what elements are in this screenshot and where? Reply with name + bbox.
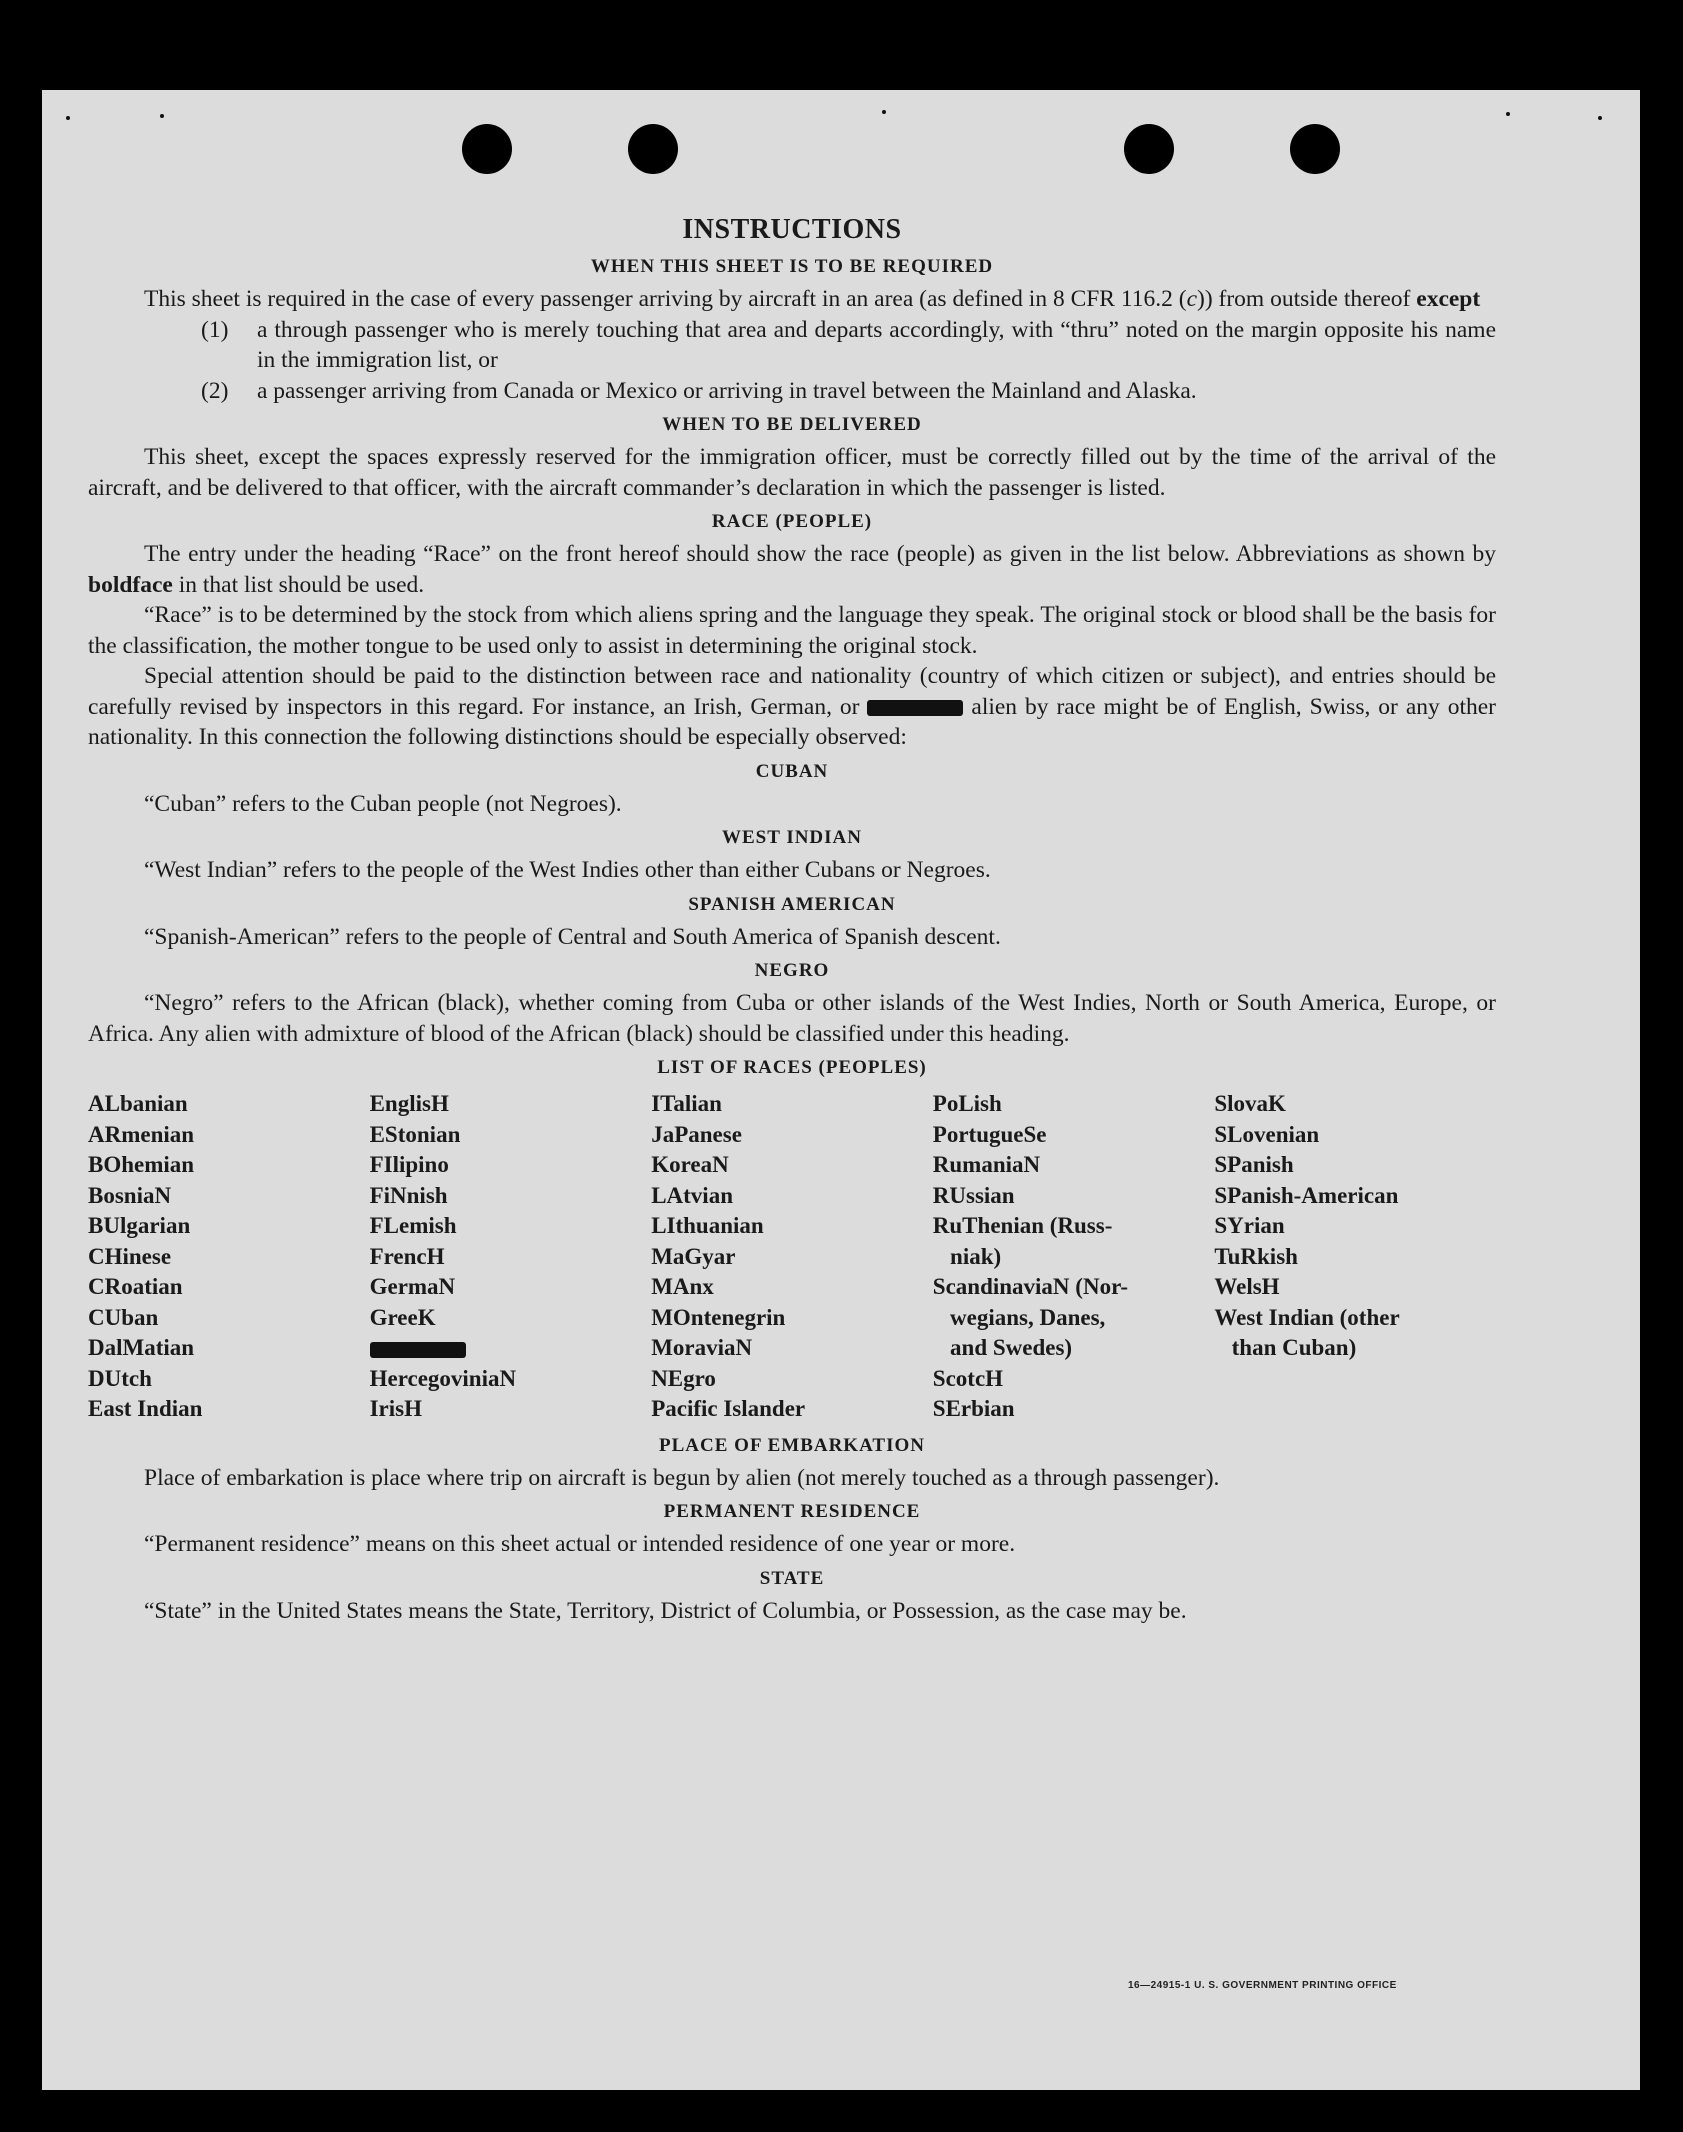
race-item: FIlipino	[369, 1152, 449, 1177]
redaction-mark	[867, 700, 963, 716]
race-item: ScandinaviaN (Nor-	[932, 1274, 1129, 1299]
race-item: West Indian (other	[1214, 1304, 1400, 1330]
race-item: KoreaN	[651, 1152, 729, 1177]
heading-state: STATE	[759, 1567, 825, 1589]
race-item: SPanish	[1214, 1152, 1294, 1177]
race-item: CHinese	[88, 1243, 172, 1269]
required-item-1: (1) a through passenger who is merely touching that area and departs accordingly, with “thru” noted on the margin opposite his name in the immigration list, or	[201, 316, 1496, 373]
race-paragraph-2: “Race” is to be determined by the stock from which aliens spring and the language they speak. The original stock or blood shall be the basis for the classification, the mother tongue to be used only to assist in determining the original stock.	[88, 602, 1496, 659]
race-item: SErbian	[932, 1396, 1015, 1421]
race-item: ScotcH	[932, 1365, 1004, 1391]
instructions-body	[88, 212, 1496, 1626]
race-item: FrencH	[369, 1243, 445, 1269]
race-item: JaPanese	[651, 1121, 742, 1147]
cuban-text: “Cuban” refers to the Cuban people (not Negroes).	[144, 790, 622, 817]
race-item: MaGyar	[651, 1243, 736, 1269]
race-item	[370, 1333, 652, 1364]
heading-west-indian: WEST INDIAN	[722, 827, 862, 848]
heading-list-of-races: LIST OF RACES (PEOPLES)	[657, 1057, 927, 1078]
race-item: BUlgarian	[88, 1213, 191, 1238]
race-item: Pacific Islander	[651, 1396, 806, 1421]
race-item: NEgro	[651, 1365, 716, 1391]
races-column-4	[933, 1089, 1215, 1425]
race-item: GreeK	[369, 1304, 436, 1330]
spanish-american-text: “Spanish-American” refers to the people of Central and South America of Spanish descent.	[144, 923, 1001, 950]
race-item: RuThenian (Russ-	[932, 1213, 1113, 1238]
printer-imprint: 16—24915-1 U. S. GOVERNMENT PRINTING OFFICE	[1128, 1980, 1397, 1991]
race-item: ARmenian	[88, 1121, 195, 1147]
race-item: DUtch	[88, 1365, 152, 1391]
speck	[882, 110, 886, 114]
required-item-2: (2) a passenger arriving from Canada or Mexico or arriving in travel between the Mainland and Alaska.	[201, 377, 1197, 404]
race-item: GermaN	[369, 1274, 456, 1299]
races-column-3	[651, 1089, 933, 1425]
punch-hole-2	[628, 124, 678, 174]
race-item: CUban	[88, 1304, 159, 1330]
race-item: MAnx	[651, 1274, 714, 1299]
page-title: INSTRUCTIONS	[682, 214, 902, 245]
race-item: LIthuanian	[651, 1213, 764, 1238]
race-item: TuRkish	[1214, 1243, 1298, 1269]
race-item: SlovaK	[1214, 1091, 1286, 1116]
race-item: SPanish-American	[1214, 1182, 1399, 1208]
race-paragraph-3: Special attention should be paid to the distinction between race and nationality (country of which citizen or subject), and entries should be carefully revised by inspectors in this regard. For instance, an Irish, German, or alien by race might be of English, Swiss, or any other nationality. In this connection the following distinctions should be especially observed:	[88, 663, 1496, 750]
punch-hole-3	[1124, 124, 1174, 174]
race-item: MoraviaN	[651, 1335, 753, 1360]
heading-cuban: CUBAN	[755, 760, 829, 782]
race-item: DalMatian	[88, 1335, 195, 1360]
race-item: ALbanian	[88, 1091, 188, 1116]
race-item: WelsH	[1214, 1274, 1280, 1299]
race-item: PortugueSe	[932, 1121, 1047, 1147]
race-item: FLemish	[369, 1213, 457, 1238]
heading-delivered: WHEN TO BE DELIVERED	[662, 414, 922, 435]
heading-race: RACE (PEOPLE)	[711, 511, 873, 532]
race-item: IrisH	[369, 1396, 422, 1421]
negro-text: “Negro” refers to the African (black), whether coming from Cuba or other islands of the West Indies, North or South America, Europe, or Africa. Any alien with admixture of blood of the African (black) should be classified under this heading.	[88, 990, 1496, 1047]
required-intro: This sheet is required in the case of every passenger arriving by aircraft in an area (as defined in 8 CFR 116.2 (c)) from outside thereof except	[144, 286, 1481, 312]
race-item: MOntenegrin	[651, 1304, 786, 1330]
embarkation-text: Place of embarkation is place where trip on aircraft is begun by alien (not merely touched as a through passenger).	[144, 1464, 1220, 1491]
redaction-mark	[370, 1342, 466, 1358]
race-item: than Cuban)	[1214, 1335, 1357, 1360]
speck	[160, 114, 164, 118]
punch-hole-1	[462, 124, 512, 174]
west-indian-text: “West Indian” refers to the people of the West Indies other than either Cubans or Negroes.	[144, 857, 991, 883]
race-paragraph-1: The entry under the heading “Race” on the front hereof should show the race (people) as given in the list below. Abbreviations as shown by boldface in that list should be used.	[88, 541, 1496, 598]
race-item: niak)	[932, 1243, 1002, 1269]
race-item: BosniaN	[88, 1182, 172, 1208]
race-item: East Indian	[88, 1396, 203, 1421]
delivered-text: This sheet, except the spaces expressly reserved for the immigration officer, must be correctly filled out by the time of the arrival of the aircraft, and be delivered to that officer, with the aircraft commander’s declaration in which the passenger is listed.	[88, 444, 1496, 501]
heading-permanent-residence: PERMANENT RESIDENCE	[663, 1501, 921, 1522]
residence-text: “Permanent residence” means on this sheet actual or intended residence of one year or more.	[144, 1531, 1016, 1557]
race-item: EStonian	[369, 1121, 461, 1147]
race-item: LAtvian	[651, 1182, 733, 1208]
race-item: EnglisH	[369, 1091, 449, 1116]
race-item: FiNnish	[369, 1182, 448, 1208]
race-item: RumaniaN	[932, 1152, 1041, 1177]
heading-negro: NEGRO	[754, 960, 830, 981]
race-item: wegians, Danes,	[932, 1304, 1106, 1330]
heading-embarkation: PLACE OF EMBARKATION	[659, 1434, 925, 1456]
speck	[1598, 116, 1602, 120]
race-item: SYrian	[1214, 1213, 1285, 1238]
speck	[1506, 112, 1510, 116]
race-item: PoLish	[932, 1091, 1002, 1116]
race-item: and Swedes)	[932, 1335, 1073, 1360]
speck	[66, 116, 70, 120]
races-list	[88, 1089, 1496, 1425]
race-item: BOhemian	[88, 1152, 195, 1177]
state-text: “State” in the United States means the State, Territory, District of Columbia, or Possession, as the case may be.	[144, 1597, 1187, 1624]
race-item: CRoatian	[88, 1274, 183, 1299]
race-item: SLovenian	[1214, 1121, 1320, 1147]
races-column-1	[88, 1089, 370, 1425]
races-column-2	[370, 1089, 652, 1425]
races-column-5	[1214, 1089, 1496, 1425]
race-item: ITalian	[651, 1091, 722, 1116]
heading-spanish-american: SPANISH AMERICAN	[688, 893, 896, 915]
race-item: HercegoviniaN	[369, 1365, 517, 1391]
race-item: RUssian	[932, 1182, 1015, 1208]
heading-required: WHEN THIS SHEET IS TO BE REQUIRED	[590, 256, 994, 277]
punch-hole-4	[1290, 124, 1340, 174]
